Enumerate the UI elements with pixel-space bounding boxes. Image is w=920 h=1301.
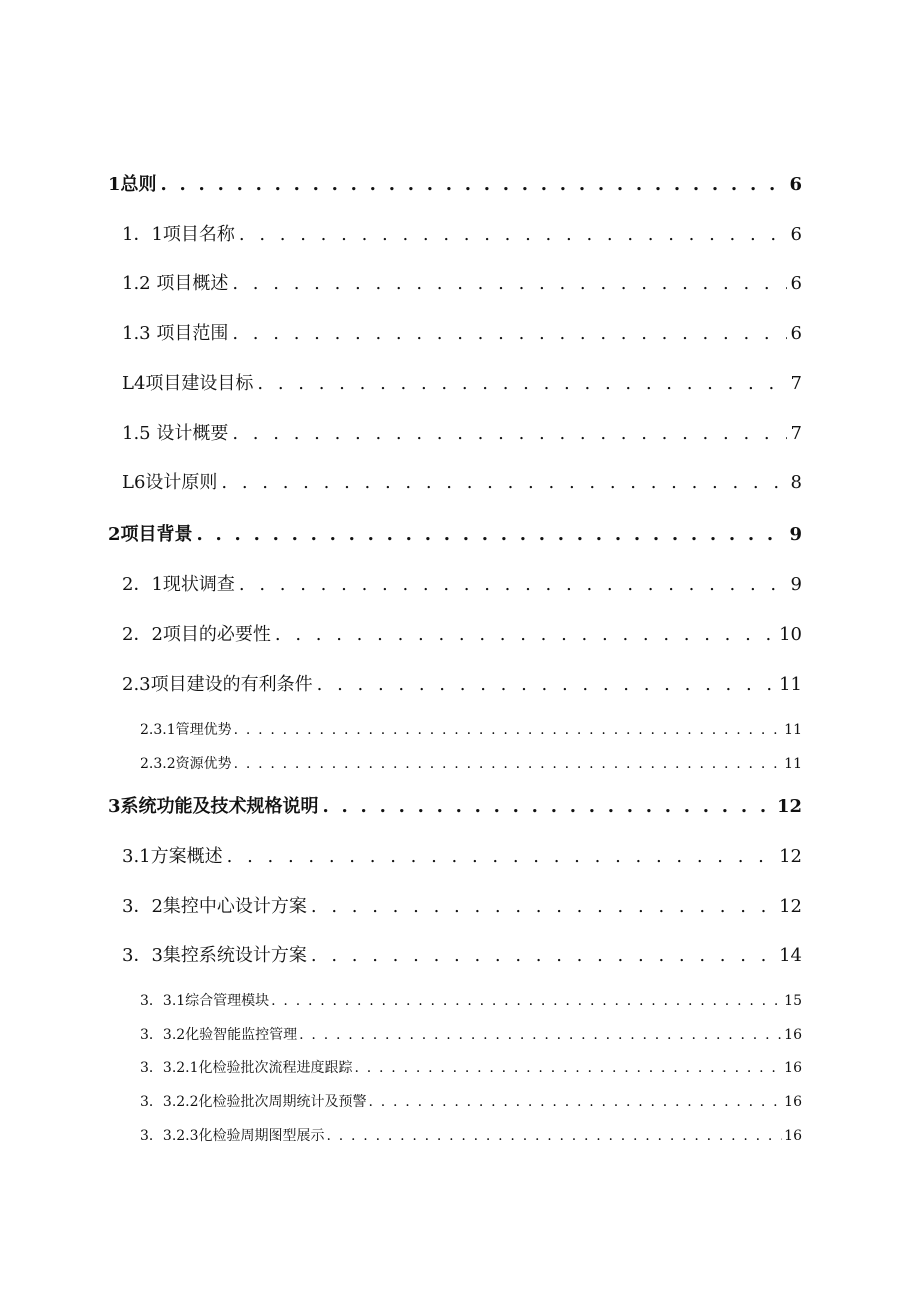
toc-entry-page: 14	[779, 945, 802, 966]
toc-entry[interactable]	[108, 170, 802, 196]
toc-entry-label: 3．3.2.2化检验批次周期统计及预警	[140, 1094, 367, 1110]
toc-entry-label: 2.3.1管理优势	[140, 722, 232, 738]
toc-entry-label: 2．2项目的必要性	[122, 624, 271, 645]
toc-entry-page: 11	[784, 722, 802, 738]
toc-entry[interactable]	[122, 319, 802, 345]
toc-entry-label: 3系统功能及技术规格说明	[108, 796, 319, 817]
toc-entry-label: 3．3.2.3化检验周期图型展示	[140, 1128, 325, 1144]
toc-entry[interactable]	[122, 670, 802, 696]
toc-leader-dots	[232, 323, 786, 344]
toc-entry-page: 7	[790, 423, 802, 444]
toc-entry[interactable]	[140, 990, 802, 1010]
toc-entry-page: 6	[789, 174, 802, 195]
toc-leader-dots	[234, 756, 783, 772]
toc-leader-dots	[197, 524, 786, 545]
toc-entry-page: 12	[776, 796, 802, 817]
toc-entry-page: 6	[790, 224, 802, 245]
toc-entry[interactable]	[140, 1091, 802, 1111]
toc-entry-page: 16	[784, 1027, 802, 1043]
toc-entry[interactable]	[140, 753, 802, 773]
toc-entry-page: 11	[779, 674, 802, 695]
toc-entry-label: 1.3 项目范围	[122, 323, 229, 344]
toc-entry-page: 9	[789, 524, 802, 545]
toc-entry-page: 12	[779, 896, 802, 917]
toc-entry[interactable]	[122, 468, 802, 494]
toc-entry[interactable]	[140, 1125, 802, 1145]
toc-leader-dots	[221, 472, 786, 493]
toc-entry-page: 10	[779, 624, 802, 645]
toc-entry[interactable]	[122, 842, 802, 868]
toc-entry-label: L6设计原则	[122, 472, 218, 493]
toc-entry[interactable]	[108, 520, 802, 546]
toc-entry-label: 3．2集控中心设计方案	[122, 896, 307, 917]
toc-entry-label: 1．1项目名称	[122, 224, 235, 245]
toc-entry[interactable]	[108, 792, 802, 818]
toc-entry-page: 11	[784, 756, 802, 772]
toc-entry[interactable]	[122, 570, 802, 596]
toc-leader-dots	[355, 1060, 783, 1076]
toc-leader-dots	[275, 624, 775, 645]
toc-leader-dots	[311, 945, 775, 966]
toc-leader-dots	[323, 796, 773, 817]
toc-entry-label: 2.3.2资源优势	[140, 756, 232, 772]
toc-entry-page: 16	[784, 1060, 802, 1076]
toc-entry[interactable]	[122, 220, 802, 246]
toc-entry-page: 16	[784, 1128, 802, 1144]
toc-entry-label: 2项目背景	[108, 524, 193, 545]
toc-entry-label: 2．1现状调查	[122, 574, 235, 595]
toc-entry[interactable]	[122, 269, 802, 295]
toc-entry[interactable]	[140, 1024, 802, 1044]
toc-entry[interactable]	[122, 620, 802, 646]
toc-entry[interactable]	[140, 719, 802, 739]
toc-leader-dots	[239, 574, 787, 595]
toc-entry-label: 3.1方案概述	[122, 846, 223, 867]
toc-entry-page: 6	[790, 323, 802, 344]
toc-leader-dots	[299, 1027, 782, 1043]
toc-entry[interactable]	[122, 419, 802, 445]
toc-entry[interactable]	[140, 1057, 802, 1077]
toc-entry-label: 1.5 设计概要	[122, 423, 229, 444]
toc-leader-dots	[232, 423, 786, 444]
toc-entry-page: 16	[784, 1094, 802, 1110]
toc-leader-dots	[234, 722, 783, 738]
toc-entry[interactable]	[122, 369, 802, 395]
toc-leader-dots	[239, 224, 787, 245]
toc-entry-label: L4项目建设目标	[122, 373, 254, 394]
toc-entry-label: 1总则	[108, 174, 157, 195]
toc-entry-page: 12	[779, 846, 802, 867]
toc-entry-label: 3．3.1综合管理模块	[140, 993, 270, 1009]
toc-entry[interactable]	[122, 941, 802, 967]
toc-leader-dots	[227, 846, 775, 867]
toc-entry-label: 3．3集控系统设计方案	[122, 945, 307, 966]
toc-entry-page: 8	[790, 472, 802, 493]
toc-leader-dots	[327, 1128, 783, 1144]
toc-entry-label: 1.2 项目概述	[122, 273, 229, 294]
toc-entry-page: 6	[790, 273, 802, 294]
toc-leader-dots	[271, 993, 782, 1009]
toc-leader-dots	[232, 273, 786, 294]
toc-leader-dots	[311, 896, 775, 917]
toc-entry-page: 9	[790, 574, 802, 595]
toc-entry-label: 3．3.2化验智能监控管理	[140, 1027, 298, 1043]
toc-leader-dots	[257, 373, 786, 394]
toc-entry-label: 2.3项目建设的有利条件	[122, 674, 313, 695]
toc-entry-label: 3．3.2.1化检验批次流程进度跟踪	[140, 1060, 353, 1076]
toc-entry-page: 15	[784, 993, 802, 1009]
toc-leader-dots	[161, 174, 786, 195]
toc-leader-dots	[317, 674, 775, 695]
toc-leader-dots	[369, 1094, 783, 1110]
toc-entry[interactable]	[122, 892, 802, 918]
toc-entry-page: 7	[790, 373, 802, 394]
